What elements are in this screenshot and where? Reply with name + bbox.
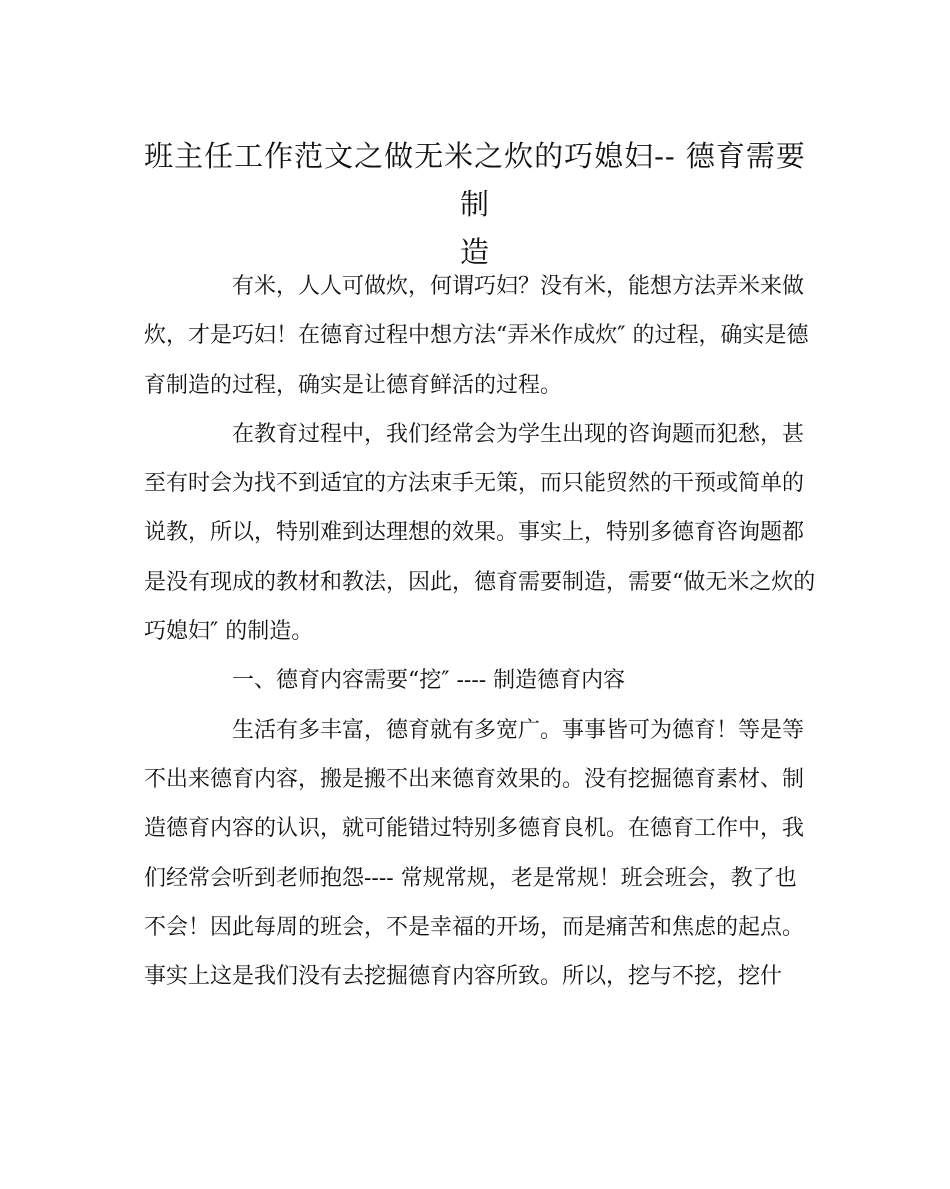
- text-line: 育制造的过程，确实是让德育鲜活的过程。: [144, 372, 563, 398]
- text-line: 说教，所以，特别难到达理想的效果。事实上，特别多德育咨询题都: [144, 520, 805, 546]
- document-title: [140, 132, 810, 276]
- text-line: 在教育过程中，我们经常会为学生出现的咨询题而犯愁，甚: [232, 421, 805, 447]
- text-line: 事实上这是我们没有去挖掘德育内容所致。所以，挖与不挖，挖什: [144, 964, 783, 990]
- text-line: 不会！因此每周的班会，不是幸福的开场，而是痛苦和焦虑的起点。: [144, 914, 805, 940]
- text-line: 巧媳妇″ 的制造。: [144, 619, 314, 645]
- section-heading: [144, 656, 808, 705]
- text-line: 们经常会听到老师抱怨---- 常规常规，老是常规！班会班会，教了也: [144, 865, 797, 891]
- document-body: [144, 262, 816, 1001]
- text-line: 生活有多丰富，德育就有多宽广。事事皆可为德育！等是等: [232, 717, 805, 743]
- text-line: 造德育内容的认识，就可能错过特别多德育良机。在德育工作中，我: [144, 816, 805, 842]
- text-line: 至有时会为找不到适宜的方法束手无策，而只能贸然的干预或简单的: [144, 471, 805, 497]
- paragraph-2: [144, 410, 816, 656]
- text-line: 是没有现成的教材和教法，因此，德育需要制造，需要“做无米之炊的: [144, 569, 816, 595]
- text-line: 炊，才是巧妇！在德育过程中想方法“弄米作成炊″ 的过程，确实是德: [144, 323, 809, 349]
- text-line: 有米，人人可做炊，何谓巧妇？没有米，能想方法弄米来做: [232, 274, 805, 299]
- paragraph-1: [144, 262, 808, 410]
- text-line: 一、德育内容需要“挖″ ---- 制造德育内容: [232, 668, 626, 694]
- paragraph-3: [144, 706, 808, 1002]
- text-line: 不出来德育内容，搬是搬不出来德育效果的。没有挖掘德育素材、制: [144, 766, 805, 792]
- title-line: 造: [459, 235, 490, 269]
- title-line: 班主任工作范文之做无米之炊的巧媳妇-- 德育需要制: [144, 139, 806, 221]
